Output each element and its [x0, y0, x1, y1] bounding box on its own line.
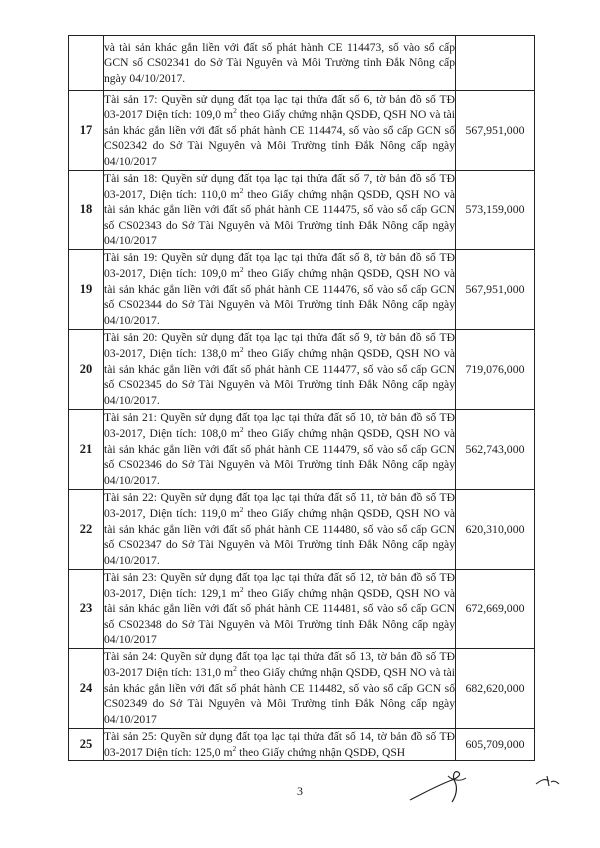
- table-row: [69, 91, 535, 171]
- table-row: [69, 171, 535, 250]
- asset-description: [104, 91, 456, 171]
- asset-table: [68, 35, 535, 761]
- table-row: [69, 329, 535, 409]
- description-text: Tài sản 21: Quyền sử dụng đất tọa lạc tại thửa đất số 10, tờ bản đồ số TĐ 03-2017, Diện tích: 108,0 m: [104, 411, 455, 441]
- row-number: 23: [69, 569, 104, 648]
- area-unit-superscript: 2: [233, 106, 237, 116]
- table-row: [69, 489, 535, 569]
- asset-description: [104, 728, 456, 760]
- description-text: Tài sản 19: Quyền sử dụng đất tọa lạc tại thửa đất số 8, tờ bản đồ số TĐ 03-2017, Diện tích: 109,0 m: [104, 251, 455, 281]
- description-text-continued: theo Giấy chứng nhận QSDĐ, QSH NO và tài sản khác gắn liền với đất số phát hành CE 114474, số vào sổ cấp GCN số CS02342 do Sở Tài Nguyên và Môi Trường tỉnh Đắk Nông cấp ngày 04/10/2017: [104, 108, 456, 168]
- asset-description: [104, 409, 456, 489]
- asset-description: [104, 648, 456, 728]
- row-number: 20: [69, 329, 104, 409]
- area-unit-superscript: 2: [239, 584, 244, 594]
- row-number: 24: [69, 648, 104, 728]
- row-number: 21: [69, 409, 104, 489]
- description-text-continued: theo Giấy chứng nhận QSDĐ, QSH: [236, 745, 406, 759]
- area-unit-superscript: 2: [239, 425, 244, 435]
- asset-table-body: [69, 36, 535, 761]
- row-number: 18: [69, 171, 104, 250]
- asset-description: [104, 569, 456, 648]
- description-text: Tài sản 17: Quyền sử dụng đất tọa lạc tại thửa đất số 6, tờ bản đồ số TĐ 03-2017 Diện tích: 109,0 m: [104, 92, 455, 122]
- asset-description: [104, 329, 456, 409]
- asset-value: 567,951,000: [456, 249, 535, 329]
- row-number: [69, 36, 104, 91]
- area-unit-superscript: 2: [239, 345, 244, 355]
- description-text: và tài sản khác gắn liền với đất số phát hành CE 114473, số vào sổ cấp GCN số CS02341 do Sở Tài Nguyên và Môi Trường tỉnh Đắk Nông cấp ngày 04/10/2017.: [104, 40, 455, 85]
- table-row: [69, 249, 535, 329]
- description-text: Tài sản 23: Quyền sử dụng đất tọa lạc tại thửa đất số 12, tờ bản đồ số TĐ 03-2017, Diện tích: 129,1 m: [104, 570, 455, 600]
- asset-value: 573,159,000: [456, 171, 535, 250]
- asset-value: [456, 36, 535, 91]
- table-row: [69, 36, 535, 91]
- asset-value: 605,709,000: [456, 728, 535, 760]
- description-text: Tài sản 18: Quyền sử dụng đất tọa lạc tại thửa đất số 7, tờ bản đồ số TĐ 03-2017, Diện tích: 110,0 m: [104, 172, 455, 201]
- description-text: Tài sản 22: Quyền sử dụng đất tọa lạc tại thửa đất số 11, tờ bản đồ số TĐ 03-2017, Diện tích: 119,0 m: [104, 491, 455, 521]
- description-text: Tài sản 25: Quyền sử dụng đất tọa lạc tại thửa đất số 14, tờ bản đồ số TĐ 03-2017 Diện tích: 125,0 m: [104, 729, 455, 759]
- description-text-continued: theo Giấy chứng nhận QSDĐ, QSH NO và tài sản khác gắn liền với đất số phát hành CE 114481, số vào sổ cấp GCN số CS02348 do Sở Tài Nguyên và Môi Trường tỉnh Đắk Nông cấp ngày 04/10/2017: [104, 586, 455, 647]
- description-text: Tài sản 20: Quyền sử dụng đất tọa lạc tại thửa đất số 9, tờ bản đồ số TĐ 03-2017, Diện tích: 138,0 m: [104, 331, 455, 361]
- asset-value: 719,076,000: [456, 329, 535, 409]
- area-unit-superscript: 2: [239, 185, 244, 195]
- area-unit-superscript: 2: [239, 265, 244, 275]
- asset-value: 620,310,000: [456, 489, 535, 569]
- asset-value: 567,951,000: [456, 91, 535, 171]
- asset-value: 562,743,000: [456, 409, 535, 489]
- asset-description: [104, 36, 456, 91]
- table-row: [69, 648, 535, 728]
- description-text-continued: theo Giấy chứng nhận QSDĐ, QSH NO và tài sản khác gắn liền với đất số phát hành CE 114476, số vào sổ cấp GCN số CS02344 do Sở Tài Nguyên và Môi Trường tỉnh Đắk Nông cấp ngày 04/10/2017.: [104, 267, 455, 327]
- asset-description: [104, 249, 456, 329]
- page-number: 3: [297, 784, 303, 798]
- row-number: 17: [69, 91, 104, 171]
- description-text: Tài sản 24: Quyền sử dụng đất tọa lạc tại thửa đất số 13, tờ bản đồ số TĐ 03-2017 Diện tích: 131,0 m: [104, 650, 455, 680]
- table-row: [69, 569, 535, 648]
- row-number: 22: [69, 489, 104, 569]
- asset-value: 682,620,000: [456, 648, 535, 728]
- description-text-continued: theo Giấy chứng nhận QSDĐ, QSH NO và tài sản khác gắn liền với đất số phát hành CE 114482, số vào sổ cấp GCN số CS02349 do Sở Tài Nguyên và Môi Trường tỉnh Đắk Nông cấp ngày 04/10/2017: [104, 666, 456, 726]
- table-row: [69, 728, 535, 760]
- signature-mark-right: [533, 772, 561, 790]
- description-text-continued: theo Giấy chứng nhận QSDĐ, QSH NO và tài sản khác gắn liền với đất số phát hành CE 114479, số vào sổ cấp GCN số CS02346 do Sở Tài Nguyên và Môi Trường tỉnh Đắk Nông cấp ngày 04/10/2017.: [104, 427, 455, 487]
- row-number: 19: [69, 249, 104, 329]
- row-number: 25: [69, 728, 104, 760]
- table-row: [69, 409, 535, 489]
- description-text-continued: theo Giấy chứng nhận QSDĐ, QSH NO và tài sản khác gắn liền với đất số phát hành CE 114475, số vào sổ cấp GCN số CS02343 do Sở Tài Nguyên và Môi Trường tỉnh Đắk Nông cấp ngày 04/10/2017: [104, 187, 456, 248]
- asset-description: [104, 171, 456, 250]
- asset-value: 672,669,000: [456, 569, 535, 648]
- area-unit-superscript: 2: [233, 664, 237, 674]
- description-text-continued: theo Giấy chứng nhận QSDĐ, QSH NO và tài sản khác gắn liền với đất số phát hành CE 114477, số vào sổ cấp GCN số CS02345 do Sở Tài Nguyên và Môi Trường tỉnh Đắk Nông cấp ngày 04/10/2017.: [104, 347, 455, 407]
- signature-mark-left: [400, 766, 475, 806]
- asset-description: [104, 489, 456, 569]
- area-unit-superscript: 2: [232, 743, 237, 753]
- description-text-continued: theo Giấy chứng nhận QSDĐ, QSH NO và tài sản khác gắn liền với đất số phát hành CE 114480, số vào sổ cấp GCN số CS02347 do Sở Tài Nguyên và Môi Trường tỉnh Đắk Nông cấp ngày 04/10/2017.: [104, 507, 456, 567]
- area-unit-superscript: 2: [239, 505, 244, 515]
